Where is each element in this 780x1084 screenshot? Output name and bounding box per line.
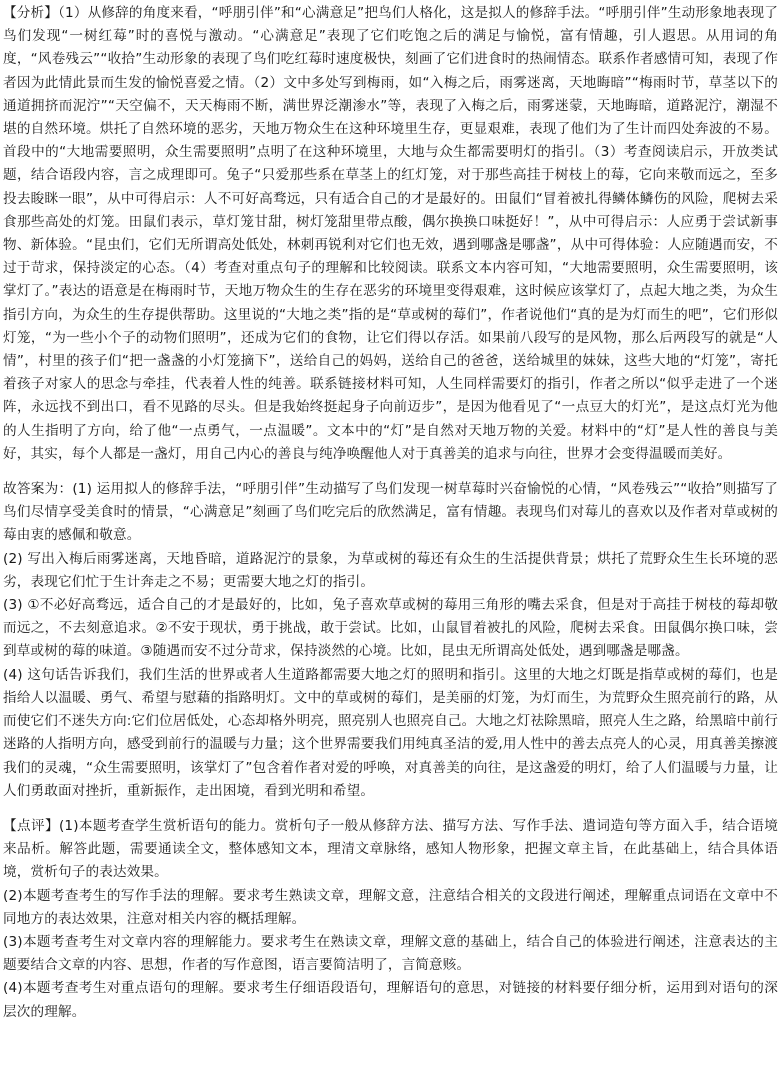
comment-paragraph-2: (2)本题考查考生的写作手法的理解。要求考生熟读文章，理解文意，注意结合相关的文段进行阐述，理解重点词语在文章中不同地方的表达效果，注意对相关内容的概括理解。 — [3, 887, 778, 927]
comment-paragraph-3: (3)本题考查考生对文章内容的理解能力。要求考生在熟读文章，理解文意的基础上，结合自己的体验进行阐述，注意表达的主题要结合文章的内容、思想，作者的写作意图，语言要简洁明了，言简意赅。 — [3, 933, 778, 974]
comment-paragraph-4: (4)本题考查考生对重点语句的理解。要求考生仔细语段语句，理解语句的意思，对链接的材料要仔细分析，运用到对语句的深层次的理解。 — [3, 980, 778, 1020]
spacer — [3, 803, 778, 815]
answer-paragraph-1: 故答案为：(1) 运用拟人的修辞手法，“呼朋引伴”生动描写了鸟们发现一树草莓时兴奋愉悦的心情，“风卷残云”“收拾”则描写了鸟们尽情享受美食时的情景，“心满意足”刻画了鸟们吃完后的欣然满足，富有情趣。表现鸟们对莓儿的喜欢以及作者对草或树的莓由衷的感佩和敬意。 — [3, 481, 778, 544]
analysis-paragraph: 【分析】（1）从修辞的角度来看，“呼朋引伴”和“心满意足”把鸟们人格化，这是拟人的修辞手法。“呼朋引伴”生动形象地表现了鸟们发现“一树红莓”时的喜悦与激动。“心满意足”表现了它们吃饱之后的满足与愉悦，富有情趣，引人遐思。从用词的角度，“风卷残云”“收拾”生动形象的表现了鸟们吃红莓时速度极快，刻画了它们进食时的热闹情态。联系作者感情可知，表现了作者因为此情此景而生发的愉悦喜爱之情。（2）文中多处写到梅雨，如“入梅之后，雨雾迷离，天地晦暗”“梅雨时节，草茎以下的通道拥挤而泥泞”“天空偏不，天天梅雨不断，满世界泛潮渗水”等，表现了入梅之后，雨雾迷蒙，天地晦暗，道路泥泞，潮湿不堪的自然环境。烘托了自然环境的恶劣，天地万物众生在这种环境里生存，更显艰难，表现了他们为了生计而四处奔波的不易。首段中的“大地需要照明，众生需要照明”点明了在这种环境里，大地与众生都需要明灯的指引。（3）考查阅读启示，开放类试题，结合语段内容，言之成理即可。兔子“只爱那些系在草茎上的红灯笼，对于那些高挂于树枝上的莓，它向来敬而远之，至多投去睃眯一眼”，从中可得启示：人不可好高骛远，只有适合自己的才是最好的。田鼠们“冒着被扎得鳞体鳞伤的风险，爬树去采食那些高处的灯笼。田鼠们表示，草灯笼甘甜，树灯笼甜里带点酸，偶尔换换口味挺好！”，从中可得启示：人应勇于尝试新事物、新体验。“昆虫们，它们无所谓高处低处，林刺再锐利对它们也无效，遇到哪盏是哪盏”，从中可得体验：人应随遇而安，不过于苛求，保持淡定的心态。（4）考查对重点句子的理解和比较阅读。联系文本内容可知，“大地需要照明，众生需要照明，该掌灯了。”表达的语意是在梅雨时节，天地万物众生的生存在恶劣的环境里变得艰难，这时候应该掌灯了，点起大地之类，为众生指引方向，为众生的生存提供帮助。这里说的“大地之类”指的是“草或树的莓们”，作者说他们“真的是为灯而生的吧”，它们形似灯笼，“为一些小个子的动物们照明”，还成为它们的食物，让它们得以存活。如果前八段写的是风物，那么后两段写的就是“人情”，村里的孩子们“把一盏盏的小灯笼摘下”，送给自己的妈妈，送给自己的爸爸，送给城里的妹妹，这些大地的“灯笼”，寄托着孩子对家人的思念与牵挂，代表着人性的纯善。联系链接材料可知，人生同样需要灯的指引，作者之所以“似乎走进了一个迷阵，永远找不到出口，看不见路的尽头。但是我始终挺起身子向前迈步”，是因为他看见了“一点豆大的灯光”，是这点灯光为他的人生指明了方向，给了他“一点勇气，一点温暖”。文本中的“灯”是自然对天地万物的关爱。材料中的“灯”是人性的善良与美好，其实，每个人都是一盏灯，用自己内心的善良与纯净唤醒他人对于真善美的追求与向往，世界才会变得温暖而美好。 — [3, 5, 778, 462]
spacer — [3, 466, 778, 478]
comment-paragraph-1: 【点评】(1)本题考查学生赏析语句的能力。赏析句子一般从修辞方法、描写方法、写作手法、遣词造句等方面入手，结合语境来品析。解答此题，需要通读全文，整体感知文本，理清文章脉络，感知人物形象，把握文章主旨，在此基础上，结合具体语境，赏析句子的表达效果。 — [3, 817, 778, 881]
answer-paragraph-4: (4) 这句话告诉我们，我们生活的世界或者人生道路都需要大地之灯的照明和指引。这里的大地之灯既是指草或树的莓们，也是指给人以温暖、勇气、希望与慰藉的指路明灯。文中的草或树的莓们，是美丽的灯笼，为灯而生，为荒野众生照亮前行的路，从而使它们不迷失方向:它们位居低处，心态却格外明亮，照亮别人也照亮自己。大地之灯祛除黑暗，照亮人生之路，给黑暗中前行迷路的人指明方向，感受到前行的温暖与力量；这个世界需要我们用纯真圣洁的爱,用人性中的善去点亮人的心灵，用真善美擦渡我们的灵魂，“众生需要照明，该掌灯了”包含着作者对爱的呼唤，对真善美的向往，是这盏爱的明灯，给了人们温暖与力量，让人们勇敢面对挫折，重新振作，走出困境，看到光明和希望。 — [3, 666, 778, 799]
answer-paragraph-2: (2) 写出入梅后雨雾迷离，天地昏暗，道路泥泞的景象，为草或树的莓还有众生的生活提供背景；烘托了荒野众生生长环境的恶劣，表现它们忙于生计奔走之不易；更需要大地之灯的指引。 — [3, 550, 778, 590]
answer-paragraph-3: (3) ①不必好高骛远，适合自己的才是最好的，比如，兔子喜欢草或树的莓用三角形的嘴去采食，但是对于高挂于树枝的莓却敬而远之，不去刻意追求。②不安于现状，勇于挑战，敢于尝试。比如，山鼠冒着被扎的风险，爬树去采食。田鼠偶尔换口味，尝到草或树的莓的味道。③随遇而安不过分苛求，保持淡然的心境。比如，昆虫无所谓高处低处，遇到哪盏是哪盏。 — [3, 597, 778, 660]
